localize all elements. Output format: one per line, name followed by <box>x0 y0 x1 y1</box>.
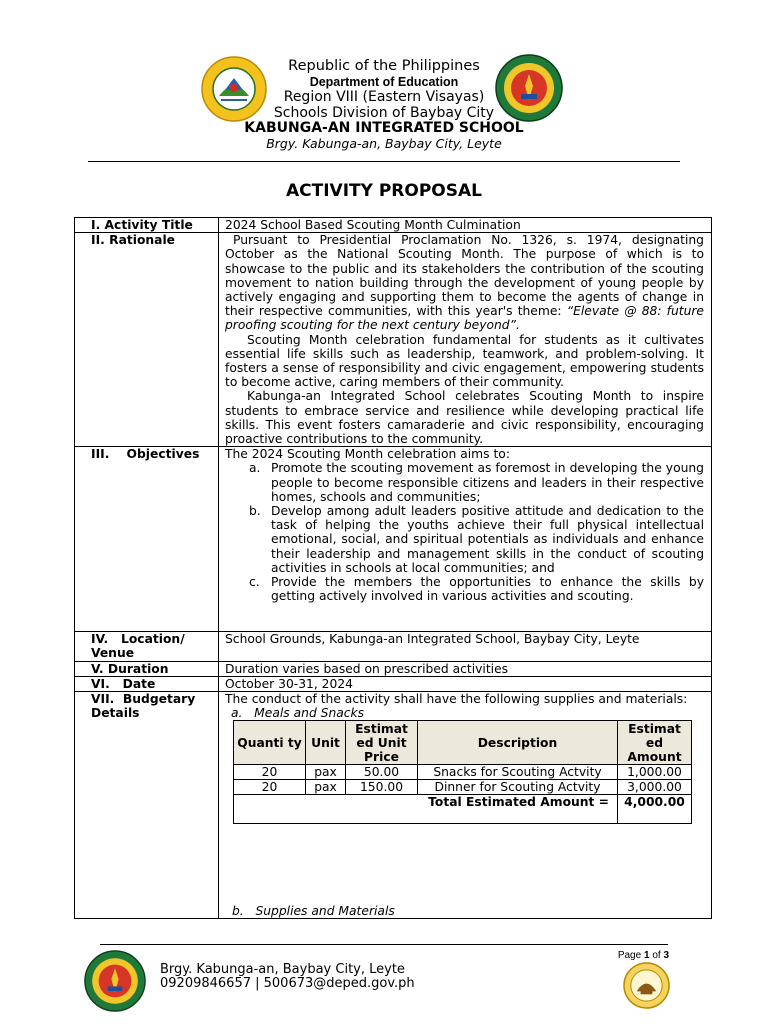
rationale-paragraph-2: Scouting Month celebration fundamental for students as it cultivates essential life skills such as leadership, teamwork, and problem-solving. It fosters a sense of responsibility and civic engagement, empowering students to become active, caring members of their community. <box>225 332 704 390</box>
header-department: Department of Education <box>309 75 459 89</box>
budget-subheading-supplies: b. Supplies and Materials <box>232 903 395 918</box>
objective-text: Develop among adult leaders positive attitude and dedication to the task of helping the youths achieve their full physical intellectual emotional, social, and spiritual potentials as individuals and enhance their leadership and management skills in the conduct of scouting activities in schools at local communities; and <box>271 504 704 575</box>
total-label: Total Estimated Amount = <box>234 795 618 824</box>
date-value: October 30-31, 2024 <box>219 676 712 691</box>
cell-amount: 1,000.00 <box>618 765 692 780</box>
activity-title-row <box>75 218 712 233</box>
objective-marker: a. <box>249 461 261 476</box>
objectives-label: III. Objectives <box>75 447 219 632</box>
date-label: VI. Date <box>75 676 219 691</box>
rationale-theme: “Elevate @ 88: future proofing scouting for the next century beyond”. <box>225 304 704 333</box>
footer-school-seal <box>84 950 146 1012</box>
page-number <box>618 950 669 961</box>
duration-label: V. Duration <box>75 661 219 676</box>
col-unit-price: Estimat ed Unit Price <box>346 721 418 765</box>
budget-total-row <box>234 795 692 824</box>
budget-row-item <box>234 780 692 795</box>
budget-row-item <box>234 765 692 780</box>
objective-marker: b. <box>249 504 261 519</box>
document-title: ACTIVITY PROPOSAL <box>285 181 482 201</box>
footer-divider <box>100 944 668 945</box>
duration-row <box>75 661 712 676</box>
cell-amount: 3,000.00 <box>618 780 692 795</box>
location-label: IV. Location/ Venue <box>75 632 219 661</box>
objectives-content <box>219 447 712 632</box>
budget-header-row <box>234 721 692 765</box>
header-republic: Republic of the Philippines <box>288 58 480 74</box>
page-total: 3 <box>663 950 669 961</box>
objective-item <box>249 461 704 504</box>
page-prefix: Page <box>617 950 642 961</box>
budget-label: VII. Budgetary Details <box>75 692 219 919</box>
objectives-list <box>225 461 704 603</box>
objectives-intro: The 2024 Scouting Month celebration aims to: <box>225 447 510 462</box>
cell-price: 150.00 <box>346 780 418 795</box>
col-unit: Unit <box>306 721 346 765</box>
objective-text: Provide the members the opportunities to enhance the skills by getting actively involved in various activities and scouting. <box>271 575 704 604</box>
cell-unit: pax <box>306 765 346 780</box>
date-row <box>75 676 712 691</box>
budget-intro: The conduct of the activity shall have the following supplies and materials: <box>225 692 688 707</box>
page-current: 1 <box>643 950 650 961</box>
cell-qty: 20 <box>234 765 306 780</box>
objective-text: Promote the scouting movement as foremost in developing the young people to become responsible citizens and leaders in their respective homes, schools and communities; <box>271 461 704 504</box>
col-amount: Estimat ed Amount <box>618 721 692 765</box>
cell-qty: 20 <box>234 780 306 795</box>
objective-item <box>249 575 704 604</box>
objectives-row <box>75 447 712 632</box>
rationale-row <box>75 233 712 447</box>
header-region: Region VIII (Eastern Visayas) <box>283 89 485 105</box>
rationale-paragraph-3: Kabunga-an Integrated School celebrates Scouting Month to inspire students to embrace service and resilience while developing practical life skills. This event fosters camaraderie and civic responsibility, encouraging proactive contributions to the community. <box>225 389 704 447</box>
header-school-name: KABUNGA-AN INTEGRATED SCHOOL <box>244 120 524 136</box>
location-row <box>75 632 712 661</box>
budget-content <box>219 692 712 919</box>
rationale-paragraph-1 <box>225 233 704 332</box>
rationale-p1-text: Pursuant to Presidential Proclamation No. 1326, s. 1974, designating October as the National Scouting Month. The purpose of which is to showcase to the public and its stakeholders the contribution of the scouting movement to nation building through the development of young people by actively engaging and supporting them to become the agents of change in their respective communities, with this year's theme: <box>225 233 704 319</box>
budget-row <box>75 692 712 919</box>
cell-price: 50.00 <box>346 765 418 780</box>
col-description: Description <box>418 721 618 765</box>
budget-subheading-meals: a. Meals and Snacks <box>231 706 365 721</box>
cell-unit: pax <box>306 780 346 795</box>
proposal-table <box>74 217 712 919</box>
col-quantity: Quanti ty <box>234 721 306 765</box>
location-value: School Grounds, Kabunga-an Integrated School, Baybay City, Leyte <box>219 632 712 661</box>
activity-title-value: 2024 School Based Scouting Month Culmination <box>219 218 712 233</box>
objective-item <box>249 504 704 575</box>
budget-table <box>233 720 692 824</box>
header-school-address: Brgy. Kabunga-an, Baybay City, Leyte <box>266 136 502 151</box>
footer-contact: 09209846657 | 500673@deped.gov.ph <box>160 976 415 991</box>
header-divider <box>88 161 680 162</box>
footer-deped-seal <box>623 962 670 1009</box>
page-of: of <box>652 950 661 961</box>
total-value: 4,000.00 <box>618 795 692 824</box>
footer-address: Brgy. Kabunga-an, Baybay City, Leyte <box>160 962 405 977</box>
rationale-label: II. Rationale <box>75 233 219 447</box>
cell-desc: Snacks for Scouting Actvity <box>418 765 618 780</box>
rationale-content <box>219 233 712 447</box>
duration-value: Duration varies based on prescribed activities <box>219 661 712 676</box>
objective-marker: c. <box>249 575 260 590</box>
activity-title-label: I. Activity Title <box>75 218 219 233</box>
header-division: Schools Division of Baybay City <box>273 105 495 121</box>
cell-desc: Dinner for Scouting Actvity <box>418 780 618 795</box>
